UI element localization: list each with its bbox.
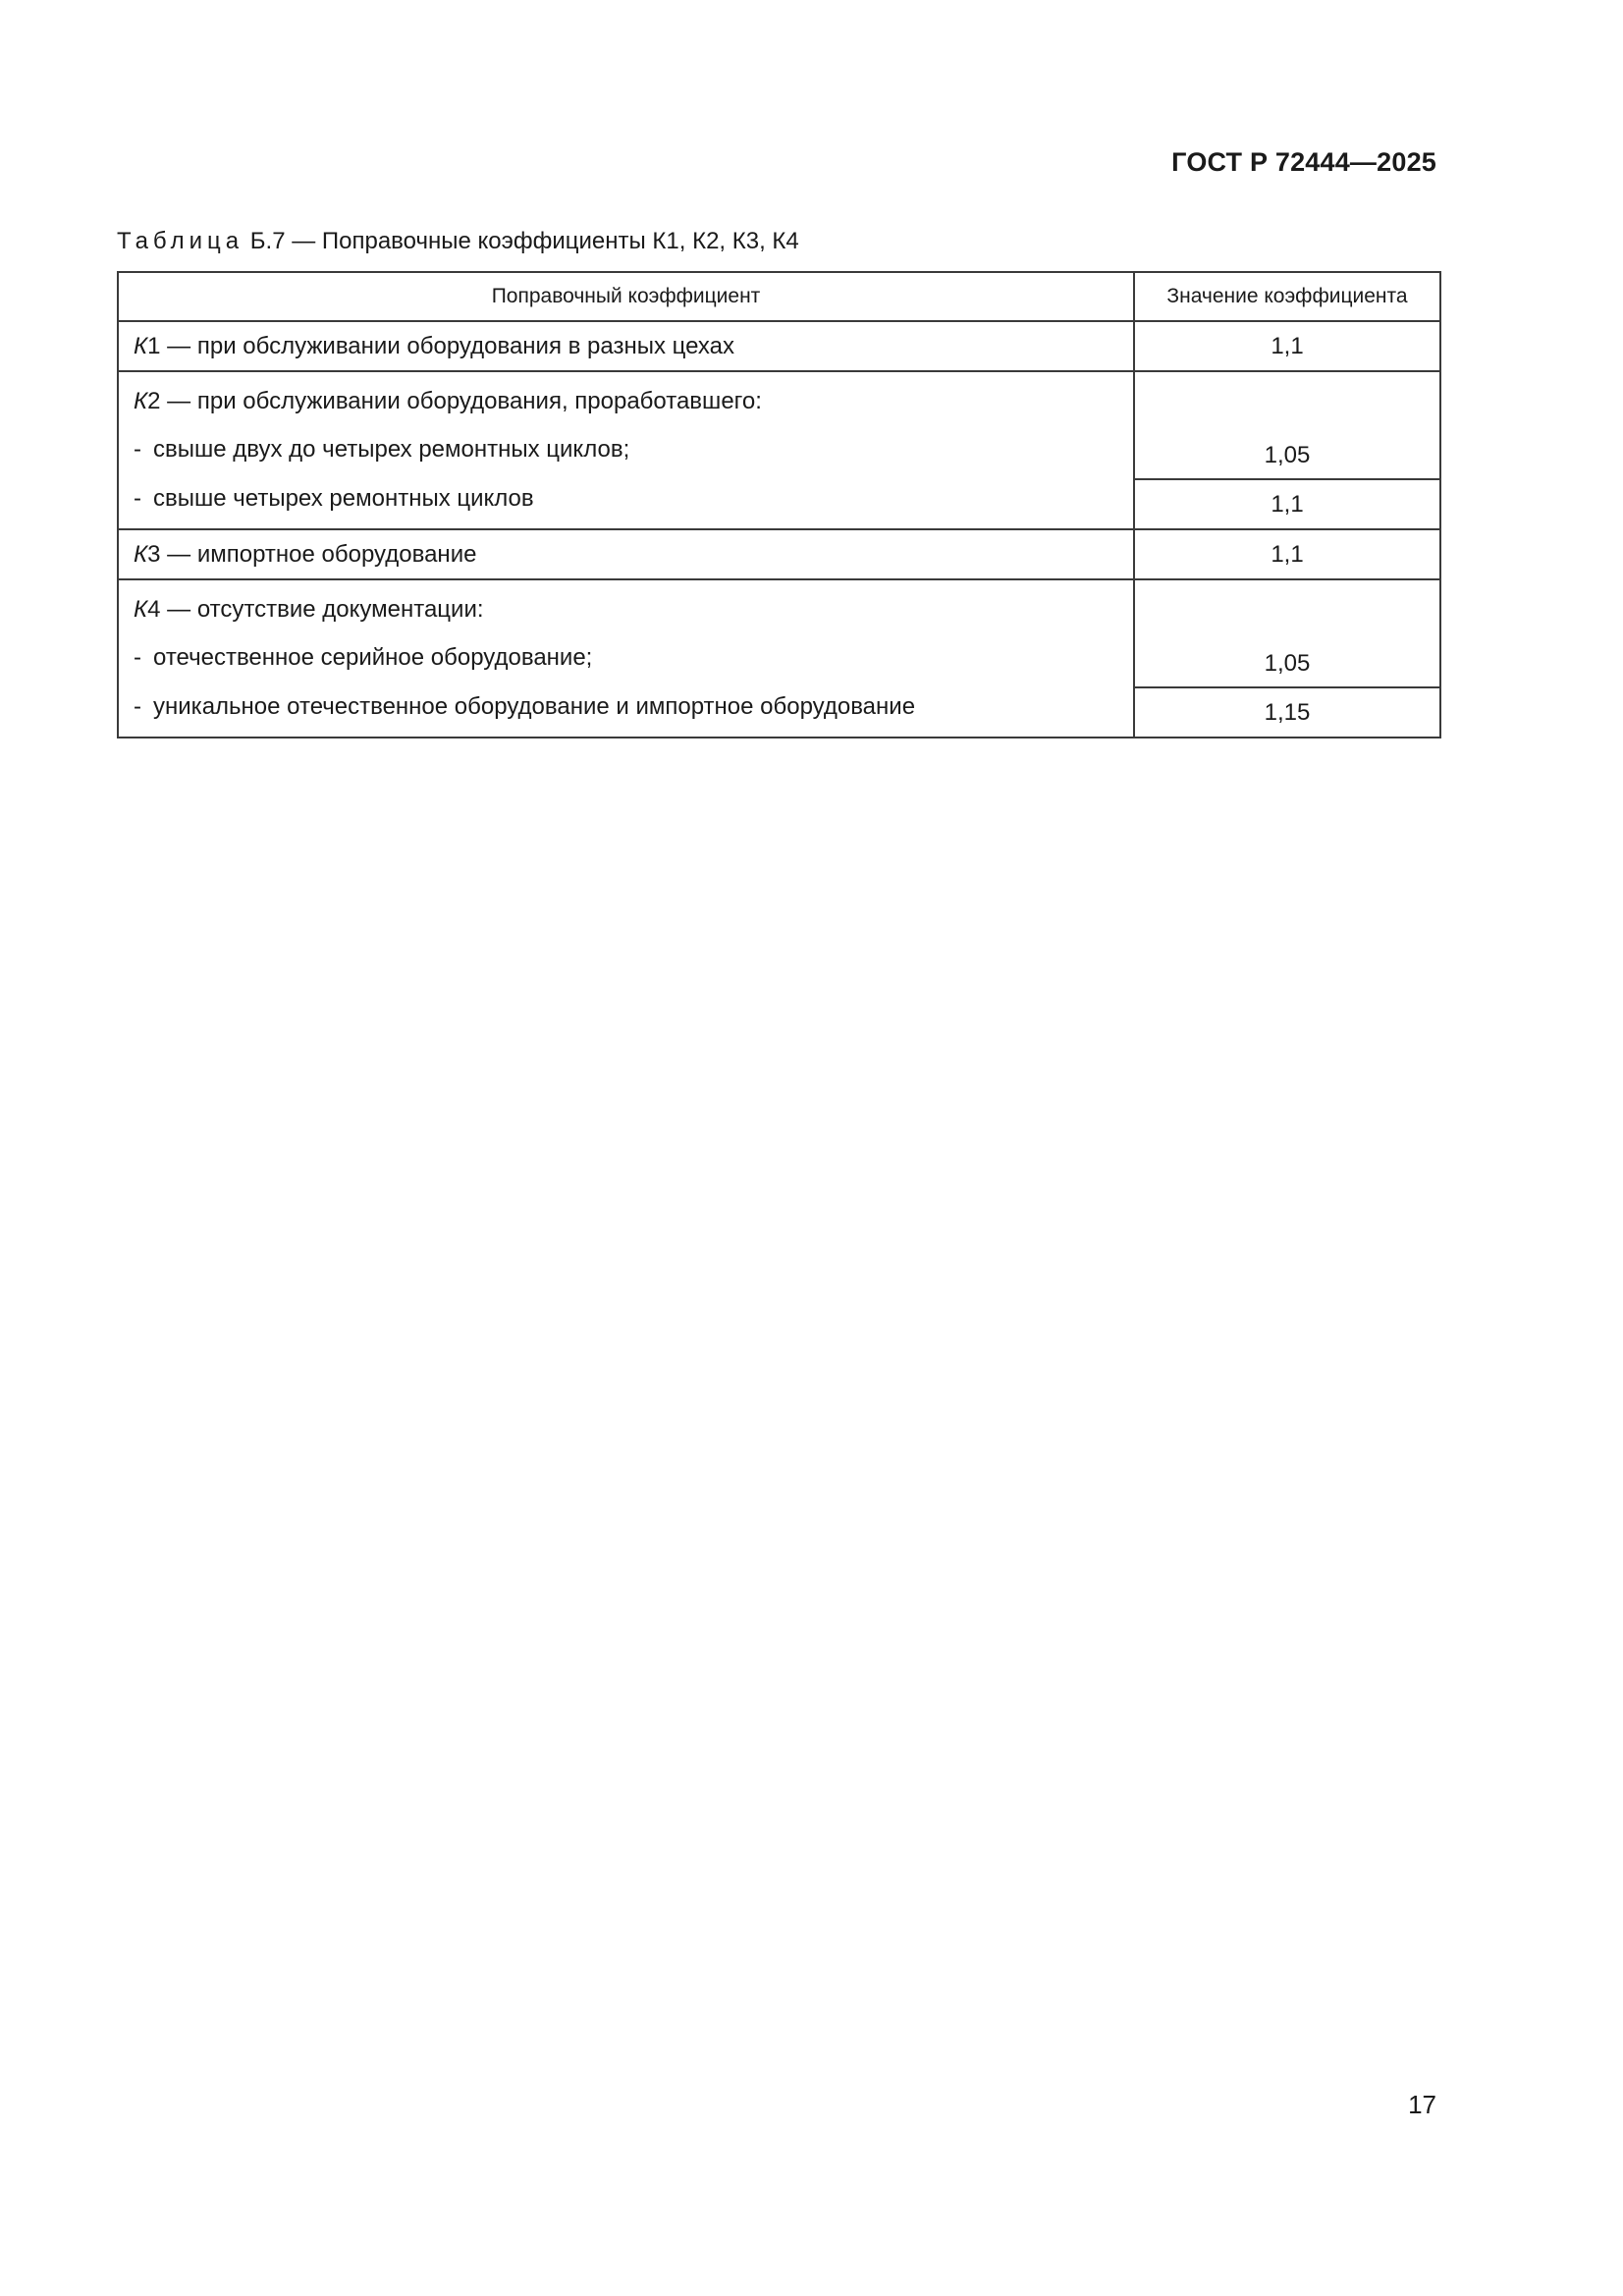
k4-item-1-text: отечественное серийное оборудование;	[153, 644, 593, 671]
cell-k2-item-1-value: 1,05	[1134, 371, 1440, 479]
list-dash: -	[134, 485, 141, 512]
k2-item-2-text: свыше четырех ремонтных циклов	[153, 485, 534, 512]
table-header-row	[118, 272, 1440, 321]
k4-item-1	[134, 633, 1133, 683]
cell-k4-description	[118, 579, 1134, 738]
table-row-k1	[118, 321, 1440, 371]
k1-text: — при обслуживании оборудования в разных цехах	[160, 333, 735, 359]
k2-symbol: К	[134, 388, 148, 414]
cell-k3-value: 1,1	[1134, 529, 1440, 579]
k4-item-2-text: уникальное отечественное оборудование и импортное оборудование	[153, 693, 916, 720]
table-row-k3	[118, 529, 1440, 579]
k3-symbol: К	[134, 541, 148, 568]
table-caption-text: Б.7 — Поправочные коэффициенты К1, К2, К3, К4	[243, 228, 799, 254]
k3-index: 3	[147, 541, 161, 568]
list-dash: -	[134, 693, 141, 720]
list-dash: -	[134, 436, 141, 463]
table-row-k2	[118, 371, 1440, 479]
k4-index: 4	[147, 596, 161, 623]
k1-index: 1	[147, 333, 161, 359]
cell-k1-value: 1,1	[1134, 321, 1440, 371]
header-value: Значение коэффициента	[1134, 272, 1440, 321]
table-caption-prefix: Таблица	[117, 228, 244, 254]
cell-k3-description	[118, 529, 1134, 579]
k2-item-1-text: свыше двух до четырех ремонтных циклов;	[153, 436, 630, 463]
k2-item-2	[134, 474, 1133, 523]
k2-index: 2	[147, 388, 161, 414]
k4-text: — отсутствие документации:	[160, 596, 484, 623]
cell-k4-item-2-value: 1,15	[1134, 687, 1440, 738]
list-dash: -	[134, 644, 141, 671]
page-number: 17	[1408, 2090, 1436, 2119]
table-row-k4	[118, 579, 1440, 687]
header-coefficient: Поправочный коэффициент	[118, 272, 1134, 321]
k4-symbol: К	[134, 596, 148, 623]
coefficients-table-container	[117, 271, 1439, 738]
document-header: ГОСТ Р 72444—2025	[1171, 147, 1436, 177]
k2-text: — при обслуживании оборудования, проработавшего:	[160, 388, 762, 414]
cell-k1-description	[118, 321, 1134, 371]
k3-text: — импортное оборудование	[160, 541, 477, 568]
k2-item-1	[134, 425, 1133, 474]
table-caption	[117, 228, 799, 255]
k1-symbol: К	[134, 333, 148, 359]
cell-k2-item-2-value: 1,1	[1134, 479, 1440, 529]
cell-k4-item-1-value: 1,05	[1134, 579, 1440, 687]
cell-k2-description	[118, 371, 1134, 529]
k4-item-2	[134, 683, 1133, 732]
coefficients-table	[117, 271, 1441, 738]
